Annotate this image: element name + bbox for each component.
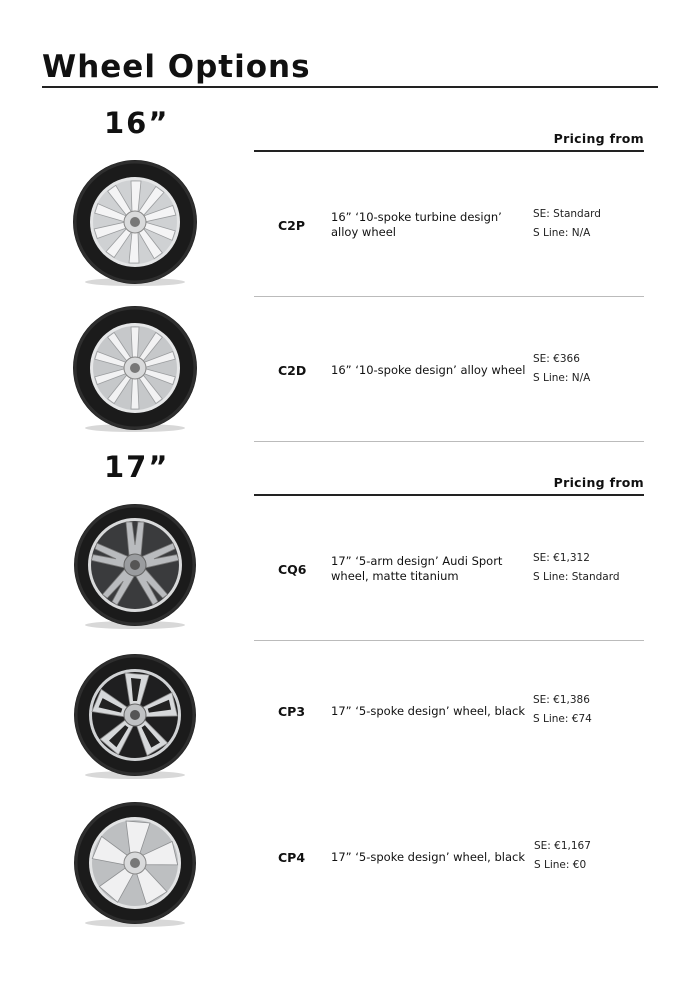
wheel-code: CP4	[278, 850, 306, 865]
wheel-code: CP3	[278, 704, 306, 719]
row-divider	[254, 441, 644, 442]
wheel-image-cp4	[70, 798, 200, 928]
price-se: SE: €1,312	[533, 552, 590, 564]
wheel-description: 16” ‘10-spoke design’ alloy wheel	[331, 363, 526, 377]
size-heading-17: 17”	[104, 450, 170, 484]
wheel-description: 17” ‘5-arm design’ Audi Sport wheel, matte titanium	[331, 554, 503, 583]
title-divider	[42, 86, 658, 88]
price-se: SE: Standard	[533, 208, 601, 220]
price-sline: S Line: Standard	[533, 571, 620, 583]
price-se: SE: €1,386	[533, 694, 590, 706]
pricing-header-16: Pricing from	[553, 131, 644, 146]
wheel-image-c2p	[70, 157, 200, 287]
row-divider	[254, 296, 644, 297]
wheel-image-cq6	[70, 500, 200, 630]
price-sline: S Line: €74	[533, 713, 592, 725]
wheel-pricing	[533, 691, 592, 729]
price-se: SE: €366	[533, 353, 580, 365]
header-divider-16	[254, 150, 644, 152]
wheel-description: 16” ‘10-spoke turbine design’ alloy wheel	[331, 210, 502, 239]
wheel-code: CQ6	[278, 562, 307, 577]
pricing-header-17: Pricing from	[553, 475, 644, 490]
wheel-image-cp3	[70, 650, 200, 780]
wheel-description: 17” ‘5-spoke design’ wheel, black	[331, 704, 526, 718]
wheel-code: C2P	[278, 218, 306, 233]
price-sline: S Line: N/A	[533, 372, 591, 384]
wheel-pricing	[534, 837, 591, 875]
page-title: Wheel Options	[42, 49, 311, 85]
wheel-description: 17” ‘5-spoke design’ wheel, black	[331, 850, 526, 864]
wheel-pricing	[533, 205, 601, 243]
price-se: SE: €1,167	[534, 840, 591, 852]
wheel-image-c2d	[70, 303, 200, 433]
row-divider	[254, 640, 644, 641]
price-sline: S Line: €0	[534, 859, 587, 871]
wheel-pricing	[533, 549, 620, 587]
price-sline: S Line: N/A	[533, 227, 591, 239]
wheel-pricing	[533, 350, 590, 388]
wheel-code: C2D	[278, 363, 307, 378]
header-divider-17	[254, 494, 644, 496]
size-heading-16: 16”	[104, 106, 170, 140]
